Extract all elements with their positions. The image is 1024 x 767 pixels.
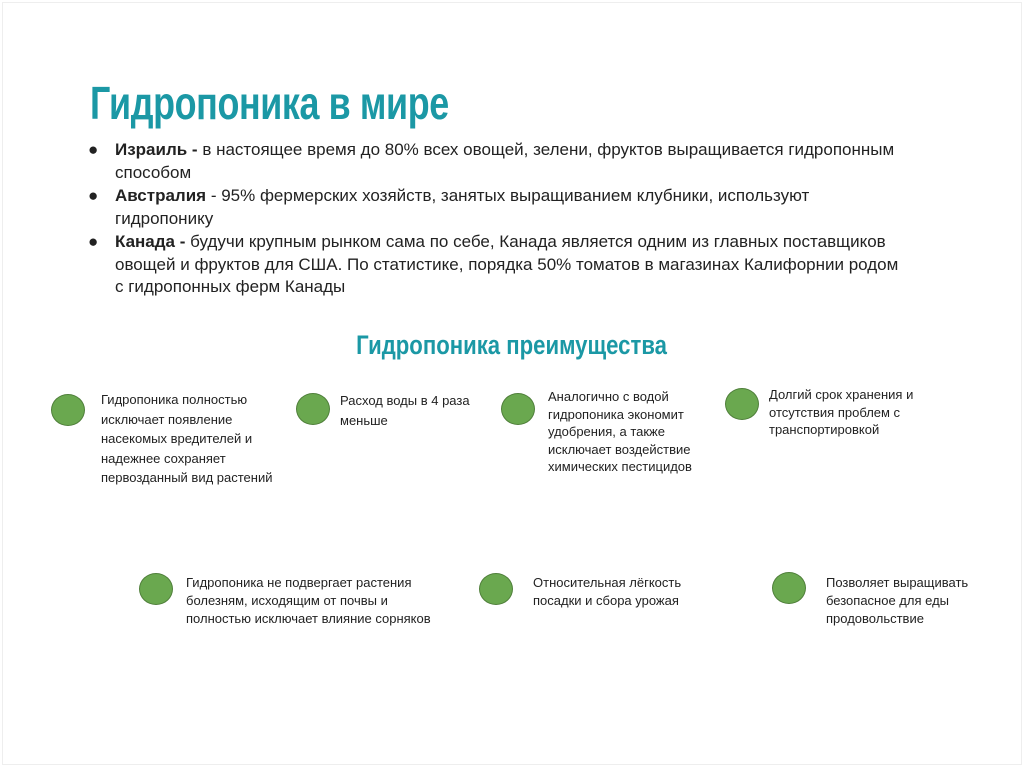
country-name: Канада - <box>115 232 186 251</box>
circle-marker-icon <box>772 572 806 604</box>
advantage-text: Гидропоника не подвергает растения болезням, исходящим от почвы и полностью исключает влияние сорняков <box>186 575 431 626</box>
advantage-text: Относительная лёгкость посадки и сбора урожая <box>533 575 682 608</box>
advantage-text: Долгий срок хранения и отсутствия проблем с транспортировкой <box>769 387 914 437</box>
country-list <box>88 139 908 300</box>
section-subtitle: Гидропоника преимущества <box>356 330 668 360</box>
circle-marker-icon <box>479 573 513 605</box>
country-text: - 95% фермерских хозяйств, занятых выращиванием клубники, используют гидропонику <box>115 186 810 228</box>
advantage-text: Гидропоника полностью исключает появление насекомых вредителей и надежнее сохраняет первозданный вид растений <box>101 392 273 485</box>
country-text: будучи крупным рынком сама по себе, Канада является одним из главных поставщиков овощей и фруктов для США. По статистике, порядка 50% томатов в магазинах Калифорнии родом с гидропонных ферм Канады <box>115 232 899 296</box>
circle-marker-icon <box>501 393 535 425</box>
bullet-icon: ● <box>88 140 99 159</box>
page-title: Гидропоника в мире <box>90 77 449 129</box>
bullet-icon: ● <box>88 232 99 251</box>
circle-marker-icon <box>725 388 759 420</box>
bullet-icon: ● <box>88 186 99 205</box>
advantage-text: Расход воды в 4 раза меньше <box>340 393 470 428</box>
advantage-text: Аналогично с водой гидропоника экономит удобрения, а также исключает воздействие химических пестицидов <box>548 389 692 474</box>
list-item <box>88 139 908 184</box>
list-item <box>88 231 908 299</box>
country-name: Австралия <box>115 186 207 205</box>
circle-marker-icon <box>296 393 330 425</box>
list-item <box>88 185 908 230</box>
country-text: в настоящее время до 80% всех овощей, зелени, фруктов выращивается гидропонным способом <box>115 140 895 182</box>
circle-marker-icon <box>51 394 85 426</box>
advantage-text: Позволяет выращивать безопасное для еды продовольствие <box>826 575 969 626</box>
country-name: Израиль - <box>115 140 198 159</box>
circle-marker-icon <box>139 573 173 605</box>
